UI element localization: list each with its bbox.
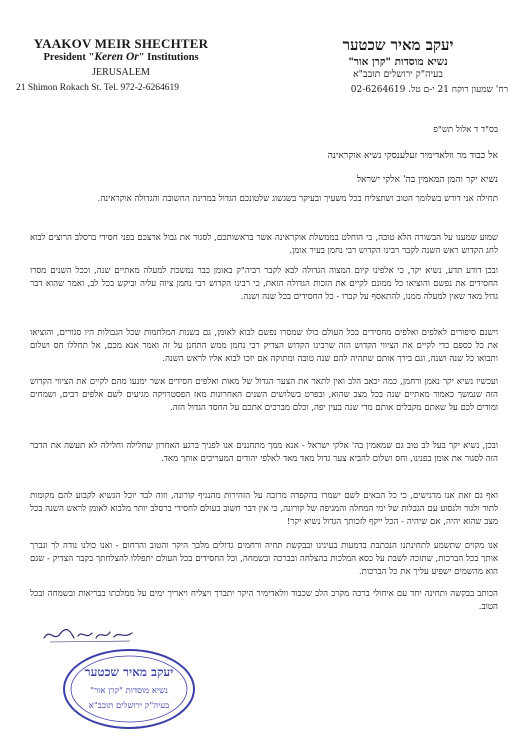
- title-suffix: " Institutions: [138, 52, 199, 64]
- paragraph-4: וישנם סיפורים לאלפים ואלפים מחסידים בכל העולם כולו שמסרו נפשם לבוא לאומן, גם בשנות המלחמות שכל הגבולות היו סגורים, והוציאו את כל כספם כדי לקיים את הציווי הקדוש הזה שרבינו הקדוש הצדיק רבי נחמן ממש התחנן על זה ואמר אנא מכם, אל תחללו חס ושלום ותבואו כל שנה ושנה, וגם בירך אותם שתהיה להם שנה טובה ומתוקה אם יזכו לבוא אליו לראש השנה.: [30, 328, 498, 364]
- addressee-line-1: אל כבוד מר וולאדימיר זעלענסקי נשיא אוקראינה: [327, 150, 498, 161]
- paragraph-2: שמוע שמענו על הבשורה הלא טובה, כי הוחלט בממשלת אוקראינה אשר בראשותכם, לסגור את גבול ארצכם בפני חסידי ברסלב הרוצים לבוא לחג הקדוש ראש השנה לקבר רבינו הקדוש רבי נחמן בעיר אומן.: [30, 233, 498, 256]
- paragraph-3: ובכן דודע תדע, נשיא יקר, כי אלפינו קיום המצוה הגדולה לבא לקבר רביה"ק באומן כבר נמשכת למעלה מאתיים שנה, וככל השנים מסרו החסידים את נפשם והוציאו כל ממונם לקיים את הזכות הגדולה הזאת, כי רבינו הקדוש רבי נחמן ציוה עליה וביקש בכל לב, ואמר שהוא דבר גדול מאד שאין למעלה ממנו, להתאסף על קברו - כל החסידים בכל שנה ושנה.: [30, 266, 498, 302]
- stamp-line-1: יעקב מאיר שכטער: [84, 665, 174, 679]
- handwritten-signature: [40, 624, 140, 646]
- institution-stamp: [60, 646, 198, 732]
- letterhead-english: [16, 36, 226, 94]
- address-english: 21 Shimon Rokach St. Tel. 972-2-6264619: [16, 82, 180, 93]
- paragraph-7: ואף גם זאת אנו מדגישים, כי כל הבאים לשם ישמרו בהקפדה מרובה על הזהירות מהנגיף קורונה, וזוה לבד יוכל הנשיא לקבוע להם מקומות לתור ולגור ולנסוע עם הגבלות של ימי המחלה והמגיפה של קורונה, כי אין דבר חשוב בעולם לחסידי ברסלב יותר מלבוא לאומן לראש השנה בכל מצב שהוא יהיה, אם שיהיה - הכל ייקף לזכותך הגדול נשיא יקר!: [30, 491, 498, 527]
- keren-or-name: Keren Or: [94, 51, 139, 64]
- stamp-line-3: בעיה"ק ירושלים תובב"א: [88, 701, 170, 711]
- paragraph-5: ועכשיו נשיא יקר נאמן ורחמן, כמה יכאב הלב ואין לתאר את הצער הגדול של מאות ואלפים חסידים אשר ימנעו מהם לקיים את הציווי הקדוש הזה שנמשך כאמור מאתיים שנה בכל מצב שהוא, ובפרט בשלושים השנים האחרונות מאז הפסטרויקה מגיעים לשם אלפים רבים, ושמחים ומודים לכם על שאתם מקבלים אותם מדי שנה בעין יפה, וכלם מברכים אתכם על החסד הגדול הזה.: [30, 377, 498, 413]
- title-prefix: President ": [43, 52, 95, 64]
- address-hebrew: רח' שמעון רוקח 21 י-ם טל. 02-6264619: [350, 85, 508, 96]
- paragraph-9: הכותב בבקשה ותחינה יחד עם איחולי ברכה מקרב הלב שכבוד וולאדימיר היקר יתברך ויצליח ויאריך ימים על ממלכתו בבריאות ובשמחה ובכל הטוב.: [30, 589, 498, 612]
- paragraph-6: ובכן, נשיא יקר בעל לב טוב גם שמאמין בה' אלקי ישראל - אנא ממך מתחננים אנו לפניך ברגע האחרון שחלילה וחלילה לא תעשה את הדבר הזה לסגור את אומן בפנינו, וחס ושלום להביא צער גדול מאד מאד לאלפי יהודים המעריכים אותך מאד.: [30, 441, 498, 464]
- letterhead-hebrew: [288, 36, 508, 97]
- city-english: JERUSALEM: [92, 66, 150, 78]
- city-hebrew: בעיה"ק ירושלים תובב"א: [352, 69, 444, 81]
- paragraph-8: אנו מקוים שתשמע לתחינתנו הנכתבת בדמעות בעינינו ובבקשת תחיה ורחמים גדולים מלבך היקר והטוב והרחום - ואנו כולנו נודה לך ונברך אותך בכל הברכות, שתזכה לשבת על כסא המלכות בהצלחה ובברכה ובשמחה, וכל החסידים בכל העולם יתפללו להצלחתך בקבר הצדיק - שגם הוא מהשמים ישפיע עליך את כל הברכות.: [30, 541, 498, 577]
- addressee-line-2: נשיא יקר והמן המאמין בה' אלקי ישראל: [356, 174, 498, 185]
- sender-title-english: [16, 51, 226, 65]
- sender-name-english: YAAKOV MEIR SHECHTER: [33, 36, 209, 51]
- sender-title-hebrew: נשיא מוסדות "קרן אור": [348, 55, 448, 68]
- date-line: בס"ד ד אלול תש"פ: [433, 125, 498, 135]
- paragraph-1: תחילה אני דורש בשלומך הטוב ושתצליח בכל משעיך ובעיקר בשגשוג שלטונכם הגדול במדינה החשובה והגדולה אוקראינה.: [97, 194, 498, 204]
- sender-name-hebrew: יעקב מאיר שכטער: [342, 36, 454, 54]
- stamp-line-2: נשיא מוסדות "קרן אור": [90, 686, 168, 696]
